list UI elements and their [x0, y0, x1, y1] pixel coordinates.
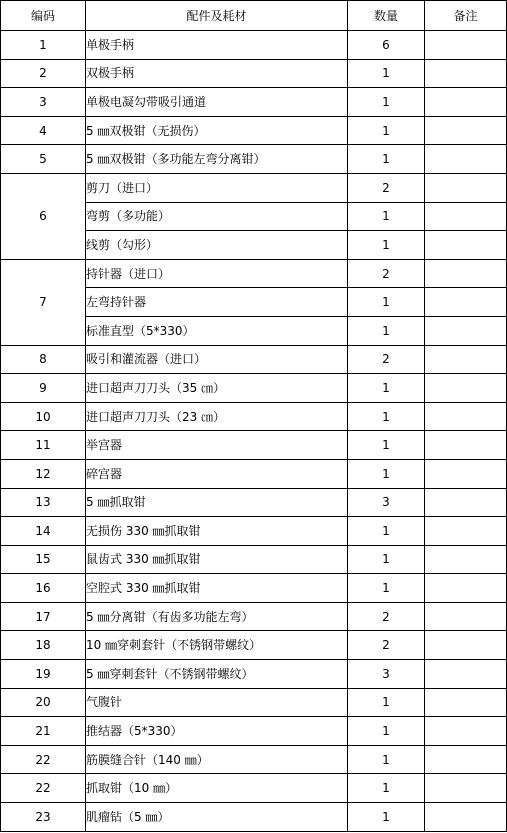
item-remark	[425, 431, 507, 460]
item-name: 进口超声刀刀头（23 ㎝）	[86, 402, 348, 431]
item-remark	[425, 145, 507, 174]
item-remark	[425, 745, 507, 774]
item-remark	[425, 631, 507, 660]
item-code: 4	[1, 116, 86, 145]
table-row	[1, 402, 507, 431]
item-remark	[425, 774, 507, 803]
item-quantity: 2	[348, 173, 425, 202]
item-quantity: 1	[348, 116, 425, 145]
item-quantity: 1	[348, 59, 425, 88]
item-name: 进口超声刀刀头（35 ㎝）	[86, 374, 348, 403]
item-remark	[425, 202, 507, 231]
header-item: 配件及耗材	[86, 1, 348, 31]
item-remark	[425, 803, 507, 832]
item-quantity: 1	[348, 202, 425, 231]
item-name: 线剪（勾形）	[86, 231, 348, 260]
item-remark	[425, 688, 507, 717]
item-remark	[425, 116, 507, 145]
item-remark	[425, 88, 507, 117]
header-quantity: 数量	[348, 1, 425, 31]
item-remark	[425, 602, 507, 631]
item-name: 5 ㎜双极钳（多功能左弯分离钳）	[86, 145, 348, 174]
item-quantity: 1	[348, 517, 425, 546]
table-row	[1, 31, 507, 60]
item-code: 17	[1, 602, 86, 631]
item-quantity: 1	[348, 774, 425, 803]
item-quantity: 2	[348, 345, 425, 374]
item-remark	[425, 488, 507, 517]
item-quantity: 2	[348, 602, 425, 631]
item-quantity: 1	[348, 231, 425, 260]
table-row	[1, 259, 507, 288]
item-quantity: 1	[348, 374, 425, 403]
header-code: 编码	[1, 1, 86, 31]
table-row	[1, 602, 507, 631]
item-code: 16	[1, 574, 86, 603]
item-remark	[425, 345, 507, 374]
item-remark	[425, 374, 507, 403]
item-name: 5 ㎜抓取钳	[86, 488, 348, 517]
item-code: 15	[1, 545, 86, 574]
table-row	[1, 717, 507, 746]
item-code: 22	[1, 745, 86, 774]
item-name: 单极电凝勾带吸引通道	[86, 88, 348, 117]
item-remark	[425, 316, 507, 345]
table-row	[1, 145, 507, 174]
item-code: 11	[1, 431, 86, 460]
table-row	[1, 803, 507, 832]
table-row	[1, 374, 507, 403]
header-remark: 备注	[425, 1, 507, 31]
item-name: 5 ㎜双极钳（无损伤）	[86, 116, 348, 145]
item-code: 7	[1, 259, 86, 345]
item-quantity: 1	[348, 88, 425, 117]
item-remark	[425, 545, 507, 574]
table-row	[1, 631, 507, 660]
item-name: 筋膜缝合针（140 ㎜）	[86, 745, 348, 774]
item-quantity: 1	[348, 431, 425, 460]
header-row	[1, 1, 507, 31]
item-code: 9	[1, 374, 86, 403]
item-quantity: 1	[348, 745, 425, 774]
item-remark	[425, 459, 507, 488]
item-code: 12	[1, 459, 86, 488]
table-row	[1, 173, 507, 202]
item-name: 推结器（5*330）	[86, 717, 348, 746]
item-code: 2	[1, 59, 86, 88]
item-name: 肌瘤钻（5 ㎜）	[86, 803, 348, 832]
table-row	[1, 88, 507, 117]
item-code: 13	[1, 488, 86, 517]
table-row	[1, 774, 507, 803]
item-remark	[425, 717, 507, 746]
item-quantity: 1	[348, 145, 425, 174]
item-remark	[425, 517, 507, 546]
item-code: 1	[1, 31, 86, 60]
item-name: 左弯持针器	[86, 288, 348, 317]
item-quantity: 1	[348, 803, 425, 832]
item-quantity: 1	[348, 288, 425, 317]
item-code: 8	[1, 345, 86, 374]
item-code: 14	[1, 517, 86, 546]
item-code: 22	[1, 774, 86, 803]
item-code: 6	[1, 173, 86, 259]
item-code: 10	[1, 402, 86, 431]
table-row	[1, 459, 507, 488]
item-code: 23	[1, 803, 86, 832]
item-name: 吸引和灌流器（进口）	[86, 345, 348, 374]
table-row	[1, 574, 507, 603]
item-quantity: 1	[348, 574, 425, 603]
item-remark	[425, 231, 507, 260]
item-quantity: 2	[348, 631, 425, 660]
table-body	[1, 31, 507, 832]
item-name: 持针器（进口）	[86, 259, 348, 288]
table-row	[1, 545, 507, 574]
item-quantity: 1	[348, 717, 425, 746]
table-row	[1, 660, 507, 689]
item-quantity: 1	[348, 688, 425, 717]
item-name: 剪刀（进口）	[86, 173, 348, 202]
item-code: 5	[1, 145, 86, 174]
item-remark	[425, 173, 507, 202]
item-quantity: 1	[348, 459, 425, 488]
table-row	[1, 745, 507, 774]
table-row	[1, 116, 507, 145]
table-row	[1, 59, 507, 88]
item-name: 10 ㎜穿刺套针（不锈钢带螺纹）	[86, 631, 348, 660]
item-remark	[425, 259, 507, 288]
item-name: 5 ㎜穿刺套针（不锈钢带螺纹）	[86, 660, 348, 689]
item-remark	[425, 574, 507, 603]
table-row	[1, 345, 507, 374]
item-remark	[425, 31, 507, 60]
item-code: 20	[1, 688, 86, 717]
item-remark	[425, 59, 507, 88]
item-remark	[425, 660, 507, 689]
item-name: 碎宫器	[86, 459, 348, 488]
table-row	[1, 488, 507, 517]
item-name: 单极手柄	[86, 31, 348, 60]
table-row	[1, 688, 507, 717]
item-code: 19	[1, 660, 86, 689]
item-name: 弯剪（多功能）	[86, 202, 348, 231]
item-quantity: 1	[348, 316, 425, 345]
item-name: 鼠齿式 330 ㎜抓取钳	[86, 545, 348, 574]
item-name: 气腹针	[86, 688, 348, 717]
item-quantity: 1	[348, 545, 425, 574]
item-name: 空腔式 330 ㎜抓取钳	[86, 574, 348, 603]
item-remark	[425, 402, 507, 431]
item-name: 双极手柄	[86, 59, 348, 88]
item-remark	[425, 288, 507, 317]
item-code: 18	[1, 631, 86, 660]
item-name: 举宫器	[86, 431, 348, 460]
item-quantity: 1	[348, 402, 425, 431]
table-row	[1, 431, 507, 460]
item-quantity: 3	[348, 488, 425, 517]
item-quantity: 2	[348, 259, 425, 288]
item-name: 抓取钳（10 ㎜）	[86, 774, 348, 803]
item-quantity: 3	[348, 660, 425, 689]
item-code: 3	[1, 88, 86, 117]
item-quantity: 6	[348, 31, 425, 60]
item-code: 21	[1, 717, 86, 746]
item-name: 无损伤 330 ㎜抓取钳	[86, 517, 348, 546]
item-name: 5 ㎜分离钳（有齿多功能左弯）	[86, 602, 348, 631]
table-row	[1, 517, 507, 546]
item-name: 标准直型（5*330）	[86, 316, 348, 345]
